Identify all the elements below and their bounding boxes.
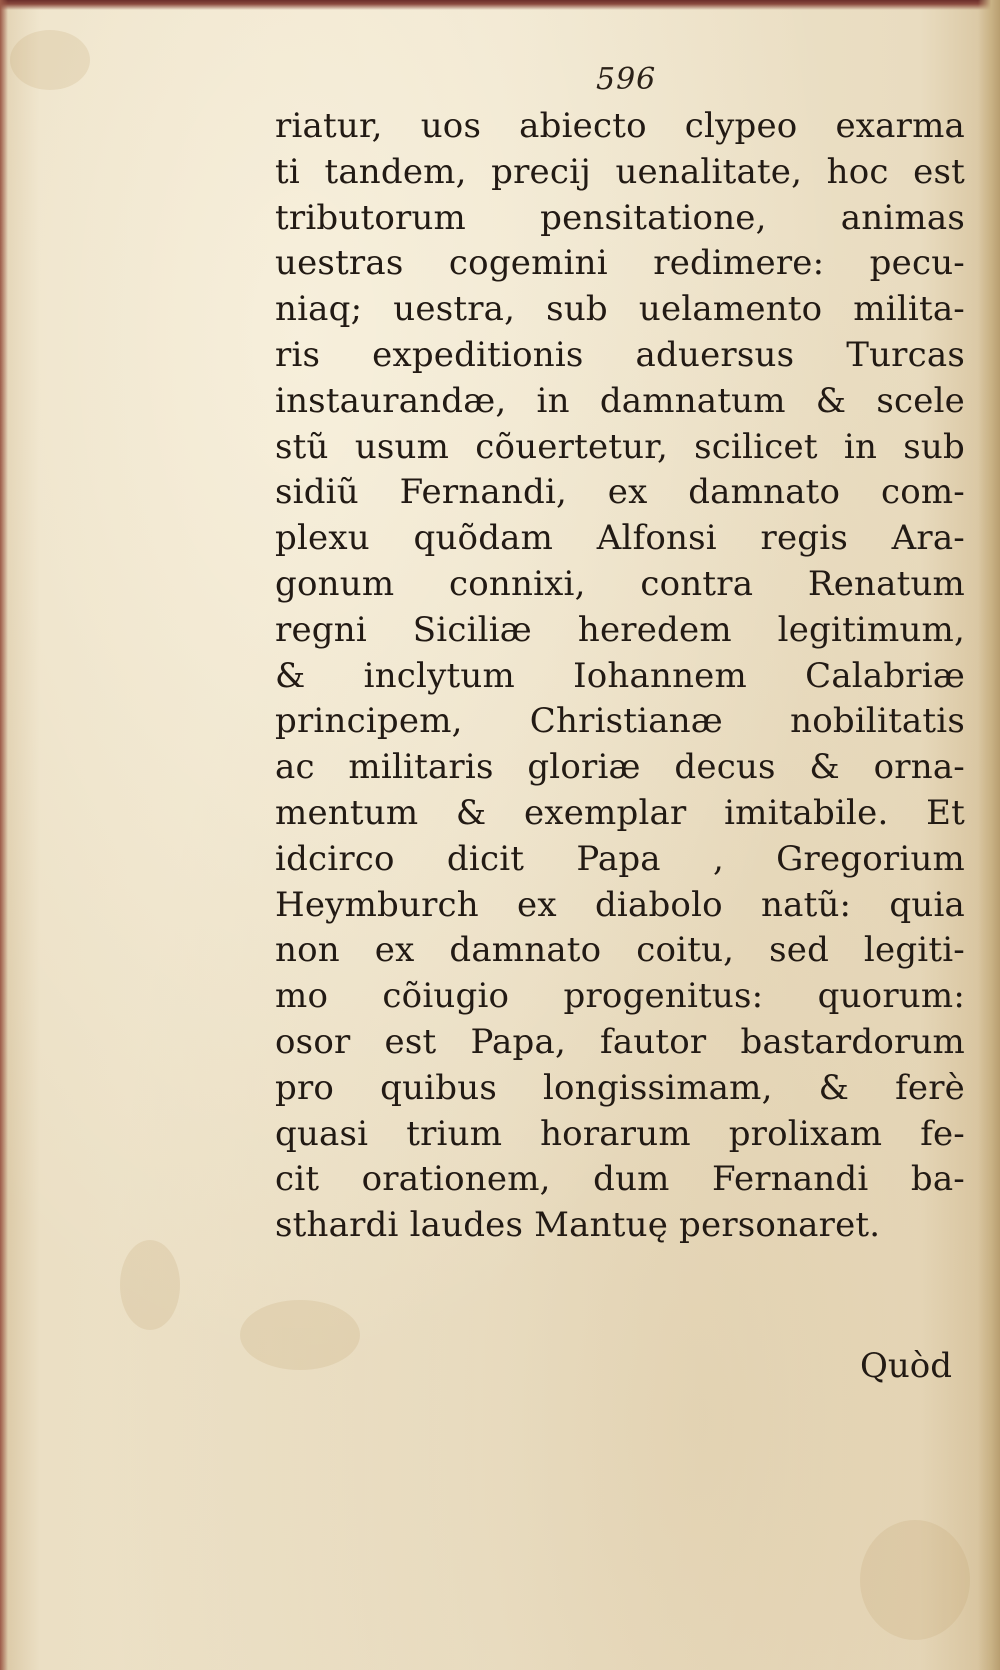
text-line: ris expeditionis aduersus Turcas [275, 334, 965, 375]
paper-stain [10, 30, 90, 90]
text-line: cit orationem, dum Fernandi ba- [275, 1159, 965, 1200]
text-line: tributorum pensitatione, animas [275, 197, 965, 238]
catchword: Quòd [859, 1346, 952, 1386]
text-line: quasi trium horarum prolixam fe- [275, 1113, 965, 1154]
text-line: principem, Christianæ nobilitatis [275, 701, 965, 742]
text-line: mo cõiugio progenitus: quorum: [275, 976, 965, 1017]
text-line: non ex damnato coitu, sed legiti- [275, 930, 965, 971]
paper-stain [120, 1240, 180, 1330]
page-right-edge [978, 0, 1000, 1670]
text-line: Heymburch ex diabolo natũ: quia [275, 884, 965, 925]
text-line: instaurandæ, in damnatum & scele [275, 380, 965, 421]
text-line: ti tandem, precij uenalitate, hoc est [275, 151, 965, 192]
text-line: riatur, uos abiecto clypeo exarma [275, 106, 965, 146]
text-line: gonum connixi, contra Renatum [275, 563, 965, 604]
text-line: & inclytum Iohannem Calabriæ [275, 655, 965, 696]
text-line: uestras cogemini redimere: pecu- [275, 243, 965, 284]
text-line: ac militaris gloriæ decus & orna- [275, 747, 965, 788]
paper-stain [240, 1300, 360, 1370]
page-left-edge [0, 0, 8, 1670]
text-line: pro quibus longissimam, & ferè [275, 1067, 965, 1108]
page-number: 596 [596, 62, 657, 97]
paper-stain [860, 1520, 970, 1640]
text-line: sidiũ Fernandi, ex damnato com- [275, 472, 965, 513]
text-line: stũ usum cõuertetur, scilicet in sub [275, 426, 965, 467]
text-line: idcirco dicit Papa , Gregorium [275, 838, 965, 879]
text-line: niaq; uestra, sub uelamento milita- [275, 289, 965, 330]
text-line: plexu quõdam Alfonsi regis Ara- [275, 518, 965, 559]
text-line: regni Siciliæ heredem legitimum, [275, 609, 965, 650]
text-line: mentum & exemplar imitabile. Et [275, 792, 965, 833]
body-text [275, 104, 965, 1249]
text-line: sthardi laudes Mantuę personaret. [275, 1205, 881, 1246]
text-line: osor est Papa, fautor bastardorum [275, 1021, 965, 1062]
page-top-edge [0, 0, 1000, 10]
